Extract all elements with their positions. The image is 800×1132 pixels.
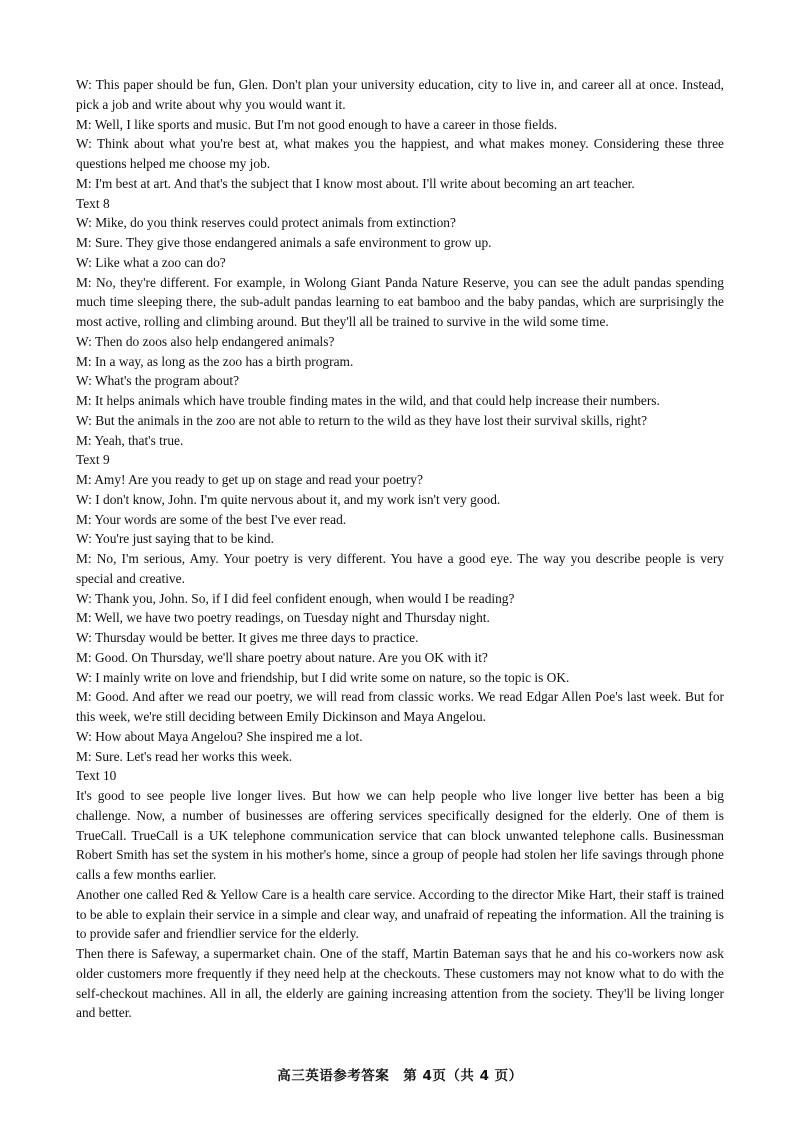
section-heading: Text 8 xyxy=(76,195,110,211)
dialogue-line: W: Then do zoos also help endangered animals? xyxy=(76,333,335,349)
dialogue-line: W: This paper should be fun, Glen. Don't plan your university education, city to live in, and career all at once. Instead, pick a job and write about why you would want it. xyxy=(76,77,724,112)
dialogue-line: M: No, they're different. For example, in Wolong Giant Panda Nature Reserve, you can see the adult pandas spending much time sleeping there, the sub-adult pandas learning to eat bamboo and the baby pandas, which are surprisingly the most active, rolling and climbing around. But they'll all be trained to survive in the wild some time. xyxy=(76,274,724,329)
dialogue-line: M: Well, we have two poetry readings, on Tuesday night and Thursday night. xyxy=(76,610,490,626)
dialogue-line: W: You're just saying that to be kind. xyxy=(76,531,274,547)
passage-paragraph: Then there is Safeway, a supermarket chain. One of the staff, Martin Bateman says that he and his co-workers now ask older customers more frequently if they need help at the checkouts. These customers may not know what to do with the self-checkout machines. All in all, the elderly are gaining increasing attention from the society. They'll be living longer and better. xyxy=(76,946,724,1021)
dialogue-line: M: In a way, as long as the zoo has a birth program. xyxy=(76,353,354,369)
dialogue-line: M: No, I'm serious, Amy. Your poetry is very different. You have a good eye. The way you describe people is very special and creative. xyxy=(76,551,724,586)
dialogue-line: W: Like what a zoo can do? xyxy=(76,254,226,270)
dialogue-line: M: Your words are some of the best I've ever read. xyxy=(76,511,347,527)
dialogue-line: M: Sure. They give those endangered animals a safe environment to grow up. xyxy=(76,235,492,250)
passage-paragraph: It's good to see people live longer lives. But how we can help people who live longer live better has been a big challenge. Now, a number of businesses are offering services specifically designed for the elderly. One of them is TrueCall. TrueCall is a UK telephone communication service that can block unwanted telephone calls. Businessman Robert Smith has set the system in his mother's home, since a group of people had stolen her life savings through phone calls a few months earlier. xyxy=(76,788,724,882)
dialogue-line: W: Thank you, John. So, if I did feel confident enough, when would I be reading? xyxy=(76,590,515,606)
dialogue-line: W: Thursday would be better. It gives me three days to practice. xyxy=(76,630,419,645)
dialogue-line: M: Sure. Let's read her works this week. xyxy=(76,748,293,764)
dialogue-line: W: I don't know, John. I'm quite nervous about it, and my work isn't very good. xyxy=(76,491,501,507)
passage-paragraph: Another one called Red & Yellow Care is a health care service. According to the director Mike Hart, their staff is trained to be able to explain their service in a simple and clear way, and unafraid of repeating the information. All the training is to provide safer and friendlier service for the elderly. xyxy=(76,886,724,942)
dialogue-line: W: I mainly write on love and friendship, but I did write some on nature, so the topic is OK. xyxy=(76,669,570,685)
dialogue-line: W: But the animals in the zoo are not able to return to the wild as they have lost their survival skills, right? xyxy=(76,412,648,428)
dialogue-line: M: Yeah, that's true. xyxy=(76,432,184,448)
dialogue-line: M: Good. On Thursday, we'll share poetry about nature. Are you OK with it? xyxy=(76,649,488,665)
dialogue-line: W: Think about what you're best at, what makes you the happiest, and what makes money. Considering these three questions helped me choose my job. xyxy=(76,136,724,171)
dialogue-line: W: What's the program about? xyxy=(76,373,240,389)
dialogue-line: M: It helps animals which have trouble finding mates in the wild, and that could help increase their numbers. xyxy=(76,393,660,408)
section-heading: Text 10 xyxy=(76,768,117,784)
dialogue-line: W: How about Maya Angelou? She inspired me a lot. xyxy=(76,728,363,744)
dialogue-line: M: Good. And after we read our poetry, we will read from classic works. We read Edgar Allen Poe's last week. But for this week, we're still deciding between Emily Dickinson and Maya Angelou. xyxy=(76,689,724,724)
answer-key-transcript xyxy=(76,75,724,1023)
dialogue-line: M: I'm best at art. And that's the subject that I know most about. I'll write about becoming an art teacher. xyxy=(76,175,635,191)
section-heading: Text 9 xyxy=(76,452,110,468)
dialogue-line: M: Amy! Are you ready to get up on stage and read your poetry? xyxy=(76,472,423,487)
dialogue-line: M: Well, I like sports and music. But I'm not good enough to have a career in those fields. xyxy=(76,116,558,132)
page-footer: 高三英语参考答案 第 4页（共 4 页） xyxy=(277,1068,523,1084)
dialogue-line: W: Mike, do you think reserves could protect animals from extinction? xyxy=(76,215,456,231)
